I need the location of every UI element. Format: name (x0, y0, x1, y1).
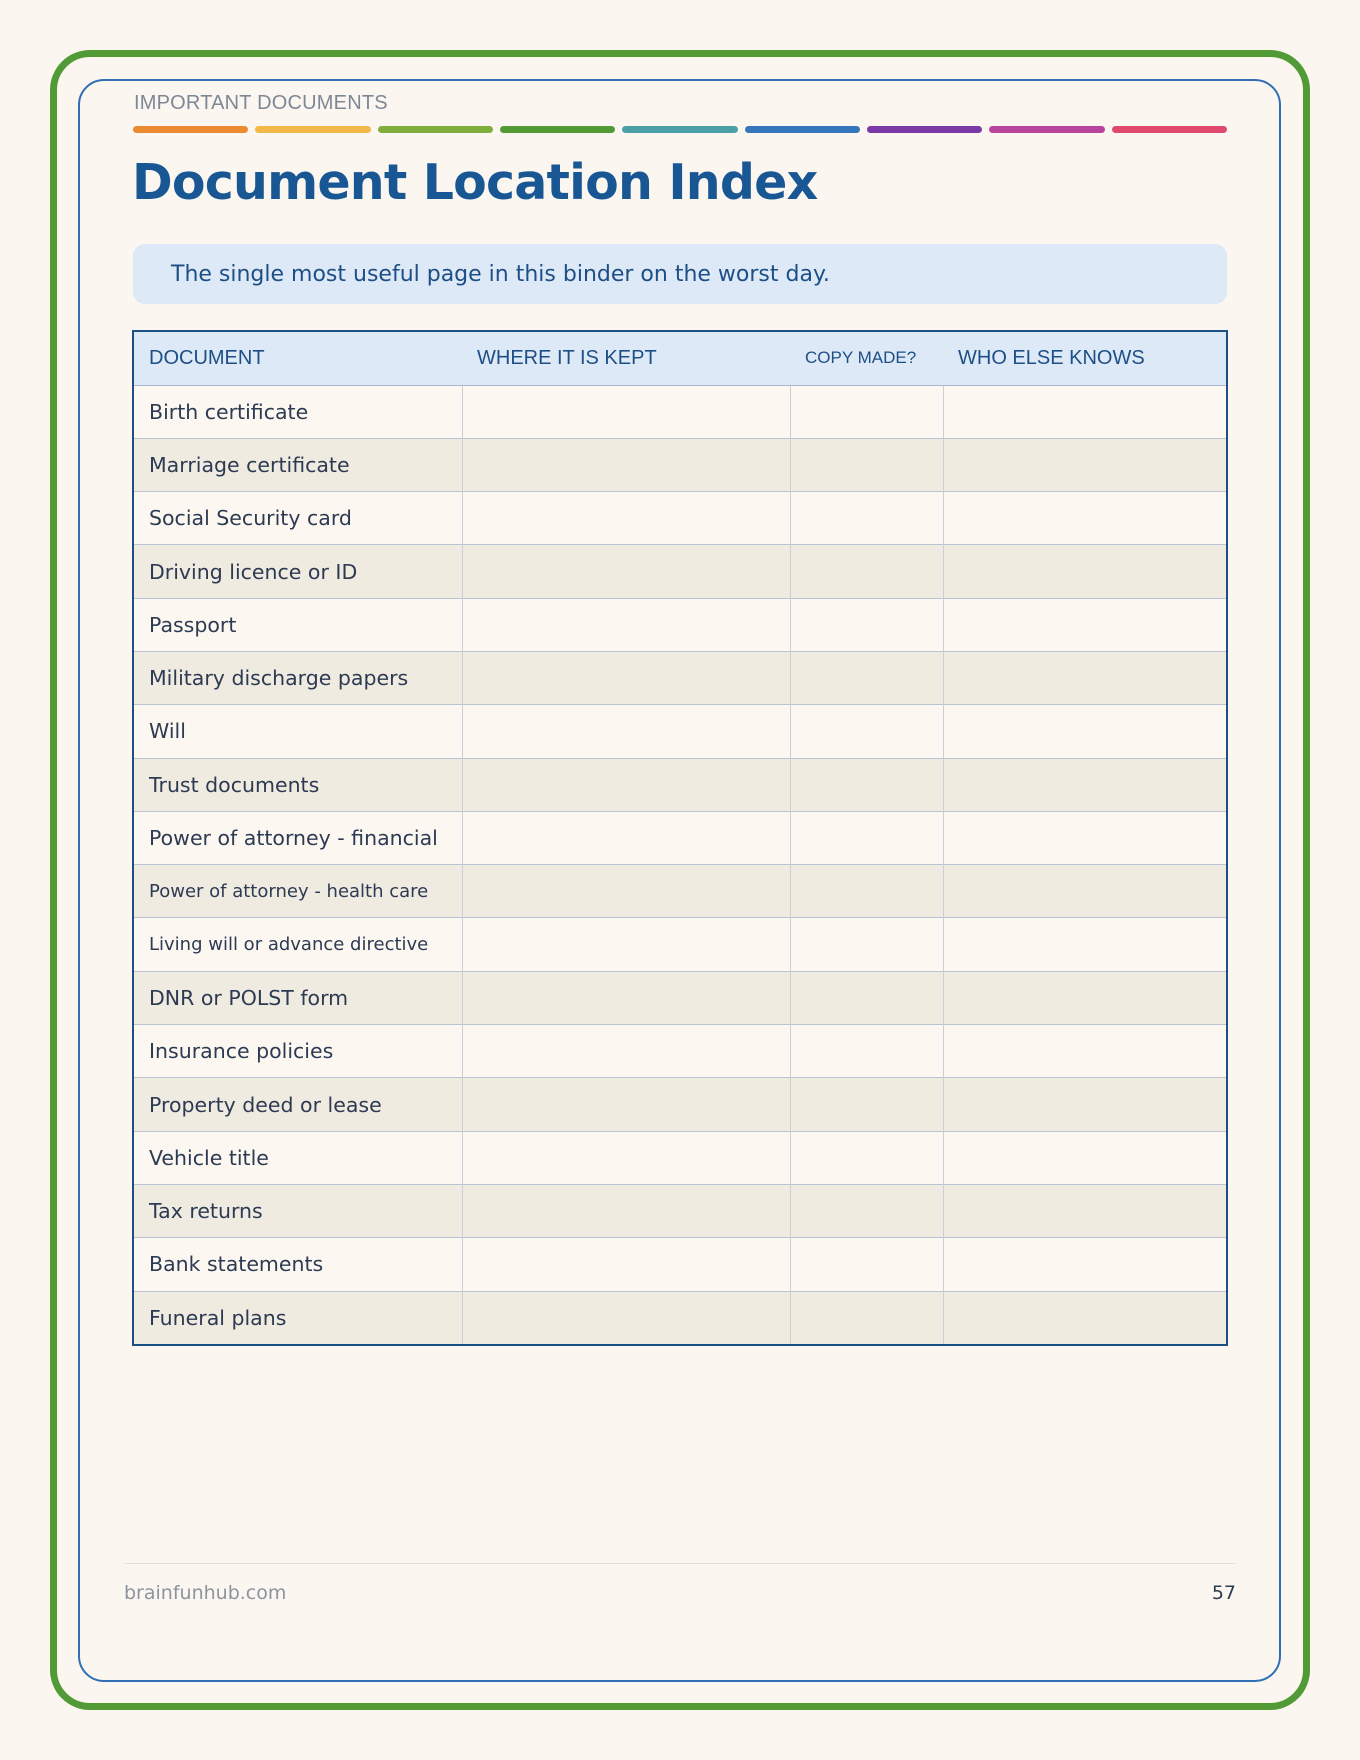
accent-bar (867, 126, 982, 133)
where-kept-cell[interactable] (462, 705, 790, 758)
document-name-cell: Trust documents (134, 758, 462, 811)
copy-made-cell[interactable] (790, 385, 943, 438)
header-where-kept: WHERE IT IS KEPT (462, 332, 790, 385)
who-knows-cell[interactable] (943, 385, 1226, 438)
who-knows-cell[interactable] (943, 865, 1226, 918)
where-kept-cell[interactable] (462, 598, 790, 651)
accent-bar (622, 126, 737, 133)
table-row (134, 811, 1226, 864)
accent-bar (500, 126, 615, 133)
copy-made-cell[interactable] (790, 1238, 943, 1291)
table-row (134, 545, 1226, 598)
document-name-cell: Marriage certificate (134, 438, 462, 491)
accent-bar (255, 126, 370, 133)
accent-bar (989, 126, 1104, 133)
where-kept-cell[interactable] (462, 651, 790, 704)
document-name-cell: DNR or POLST form (134, 971, 462, 1024)
copy-made-cell[interactable] (790, 438, 943, 491)
copy-made-cell[interactable] (790, 545, 943, 598)
table-body (134, 385, 1226, 1344)
header-copy-made: COPY MADE? (790, 332, 943, 385)
callout-banner (133, 244, 1227, 304)
callout-text: The single most useful page in this binder on the worst day. (171, 261, 830, 287)
document-name-cell: Tax returns (134, 1184, 462, 1237)
copy-made-cell[interactable] (790, 598, 943, 651)
who-knows-cell[interactable] (943, 918, 1226, 971)
table-row (134, 758, 1226, 811)
who-knows-cell[interactable] (943, 1131, 1226, 1184)
document-name-cell: Driving licence or ID (134, 545, 462, 598)
table-row (134, 598, 1226, 651)
where-kept-cell[interactable] (462, 492, 790, 545)
copy-made-cell[interactable] (790, 811, 943, 864)
where-kept-cell[interactable] (462, 1025, 790, 1078)
who-knows-cell[interactable] (943, 438, 1226, 491)
document-name-cell: Insurance policies (134, 1025, 462, 1078)
page-number: 57 (1211, 1582, 1236, 1604)
accent-bar (133, 126, 248, 133)
who-knows-cell[interactable] (943, 598, 1226, 651)
document-name-cell: Will (134, 705, 462, 758)
table-header-row (134, 332, 1226, 385)
copy-made-cell[interactable] (790, 1184, 943, 1237)
who-knows-cell[interactable] (943, 1238, 1226, 1291)
who-knows-cell[interactable] (943, 971, 1226, 1024)
header-who-knows: WHO ELSE KNOWS (943, 332, 1226, 385)
where-kept-cell[interactable] (462, 1184, 790, 1237)
copy-made-cell[interactable] (790, 971, 943, 1024)
where-kept-cell[interactable] (462, 438, 790, 491)
section-label: IMPORTANT DOCUMENTS (134, 92, 388, 114)
copy-made-cell[interactable] (790, 758, 943, 811)
color-accent-bars (133, 126, 1227, 133)
table-row (134, 1078, 1226, 1131)
document-name-cell: Passport (134, 598, 462, 651)
table-row (134, 1238, 1226, 1291)
header-document: DOCUMENT (134, 332, 462, 385)
document-name-cell: Vehicle title (134, 1131, 462, 1184)
where-kept-cell[interactable] (462, 1078, 790, 1131)
table-row (134, 1025, 1226, 1078)
document-name-cell: Living will or advance directive (134, 918, 462, 971)
document-name-cell: Bank statements (134, 1238, 462, 1291)
document-name-cell: Power of attorney - financial (134, 811, 462, 864)
who-knows-cell[interactable] (943, 1184, 1226, 1237)
table-row (134, 918, 1226, 971)
table-row (134, 705, 1226, 758)
where-kept-cell[interactable] (462, 865, 790, 918)
who-knows-cell[interactable] (943, 1078, 1226, 1131)
table-row (134, 492, 1226, 545)
where-kept-cell[interactable] (462, 1131, 790, 1184)
copy-made-cell[interactable] (790, 1291, 943, 1344)
who-knows-cell[interactable] (943, 705, 1226, 758)
who-knows-cell[interactable] (943, 1291, 1226, 1344)
document-index-table (132, 330, 1228, 1346)
table-row (134, 971, 1226, 1024)
document-name-cell: Funeral plans (134, 1291, 462, 1344)
who-knows-cell[interactable] (943, 492, 1226, 545)
copy-made-cell[interactable] (790, 918, 943, 971)
copy-made-cell[interactable] (790, 492, 943, 545)
table-row (134, 651, 1226, 704)
table-row (134, 1184, 1226, 1237)
document-name-cell: Property deed or lease (134, 1078, 462, 1131)
footer-website: brainfunhub.com (124, 1582, 287, 1604)
who-knows-cell[interactable] (943, 811, 1226, 864)
document-name-cell: Military discharge papers (134, 651, 462, 704)
who-knows-cell[interactable] (943, 651, 1226, 704)
where-kept-cell[interactable] (462, 758, 790, 811)
copy-made-cell[interactable] (790, 1131, 943, 1184)
footer-divider (124, 1563, 1236, 1564)
accent-bar (1112, 126, 1227, 133)
copy-made-cell[interactable] (790, 705, 943, 758)
who-knows-cell[interactable] (943, 758, 1226, 811)
where-kept-cell[interactable] (462, 1291, 790, 1344)
where-kept-cell[interactable] (462, 971, 790, 1024)
table-row (134, 1131, 1226, 1184)
page-title: Document Location Index (132, 154, 818, 211)
document-name-cell: Power of attorney - health care (134, 865, 462, 918)
table-row (134, 1291, 1226, 1344)
where-kept-cell[interactable] (462, 385, 790, 438)
where-kept-cell[interactable] (462, 545, 790, 598)
copy-made-cell[interactable] (790, 1025, 943, 1078)
copy-made-cell[interactable] (790, 1078, 943, 1131)
accent-bar (378, 126, 493, 133)
document-name-cell: Birth certificate (134, 385, 462, 438)
copy-made-cell[interactable] (790, 865, 943, 918)
document-name-cell: Social Security card (134, 492, 462, 545)
table-row (134, 385, 1226, 438)
who-knows-cell[interactable] (943, 1025, 1226, 1078)
where-kept-cell[interactable] (462, 811, 790, 864)
where-kept-cell[interactable] (462, 918, 790, 971)
who-knows-cell[interactable] (943, 545, 1226, 598)
where-kept-cell[interactable] (462, 1238, 790, 1291)
accent-bar (745, 126, 860, 133)
table-row (134, 438, 1226, 491)
copy-made-cell[interactable] (790, 651, 943, 704)
table-row (134, 865, 1226, 918)
